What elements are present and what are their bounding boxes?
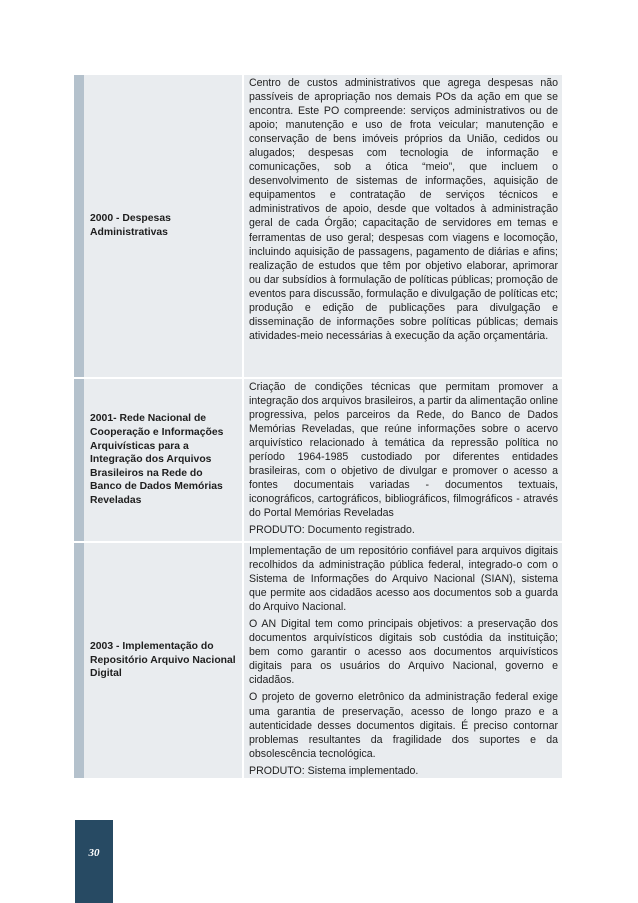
description-paragraph: O projeto de governo eletrônico da administração federal exige uma garantia de preservação, acesso de longo prazo e a autenticidade desses documentos digitais. É preciso contornar problemas resultantes da fragilidade dos suportes e da obsolescência tecnológica. — [249, 691, 558, 760]
row-description — [244, 543, 562, 778]
table-row — [74, 377, 562, 541]
product-line: PRODUTO: Documento registrado. — [249, 524, 415, 537]
description-paragraph: Centro de custos administrativos que agrega despesas não passíveis de apropriação nos demais POs da ação em que se encontra. Este PO compreende: serviços administrativos ou de apoio; manutenção e uso de frota veicular; manutenção e conservação de bens imóveis próprios da União, cedidos ou alugados; despesas com tecnologia de informação e comunicações, sob a ótica “meio”, que incluem o desenvolvimento de sistemas de informações, aquisição de equipamentos e contratação de serviços técnicos e administrativos de apoio, desde que voltados à administração geral de cada Órgão; capacitação de servidores em temas e ferramentas de uso geral; despesas com viagens e locomoção, incluindo aquisição de passagens, pagamento de diárias e afins; realização de estudos que têm por objetivo elaborar, aprimorar ou dar subsídios à formulação de políticas públicas; promoção de eventos para discussão, formulação e divulgação de políticas etc; produção e edição de publicações para divulgação e disseminação de informações sobre políticas públicas; demais atividades-meio necessárias à execução da ação orçamentária. — [249, 77, 558, 342]
page-number: 30 — [88, 847, 100, 859]
row-stripe — [74, 75, 84, 377]
row-code-text: 2000 - Despesas Administrativas — [90, 213, 171, 238]
row-stripe — [74, 379, 84, 541]
row-description — [244, 379, 562, 541]
table-row — [74, 75, 562, 377]
row-code-text: 2001- Rede Nacional de Cooperação e Informações Arquivísticas para a Integração dos Arquivos Brasileiros na Rede do Banco de Dados Memórias Reveladas — [90, 413, 224, 506]
row-description — [244, 75, 562, 377]
budget-plan-table — [74, 75, 562, 778]
description-paragraph: O AN Digital tem como principais objetivos: a preservação dos documentos arquivísticos digitais sob custódia da instituição; bem como garantir o acesso aos documentos arquivísticos digitais para os usuários do Arquivo Nacional, governo e cidadãos. — [249, 618, 558, 687]
row-code-text: 2003 - Implementação do Repositório Arquivo Nacional Digital — [90, 641, 236, 680]
row-code — [84, 75, 242, 377]
product-line: PRODUTO: Sistema implementado. — [249, 764, 419, 777]
description-paragraph: Implementação de um repositório confiável para arquivos digitais recolhidos da administração pública federal, integrado-o com o Sistema de Informações do Arquivo Nacional (SIAN), sistema que permite aos cidadãos acesso aos documentos sob a guarda do Arquivo Nacional. — [249, 545, 558, 614]
table-row — [74, 541, 562, 778]
page-number-badge — [75, 820, 113, 903]
row-stripe — [74, 543, 84, 778]
row-code — [84, 543, 242, 778]
description-paragraph: Criação de condições técnicas que permitam promover a integração dos arquivos brasileiros, a partir da alimentação online progressiva, pelos parceiros da Rede, do Banco de Dados Memórias Reveladas, que reúne informações sobre o acervo arquivístico relacionado à temática da repressão política no período 1964-1985 custodiado por diferentes entidades brasileiras, com o objetivo de divulgar e promover o acesso a fontes documentais variadas - documentos textuais, iconográficos, cartográficos, bibliográficos, filmográficos - através do Portal Memórias Reveladas — [249, 381, 558, 520]
row-code — [84, 379, 242, 541]
